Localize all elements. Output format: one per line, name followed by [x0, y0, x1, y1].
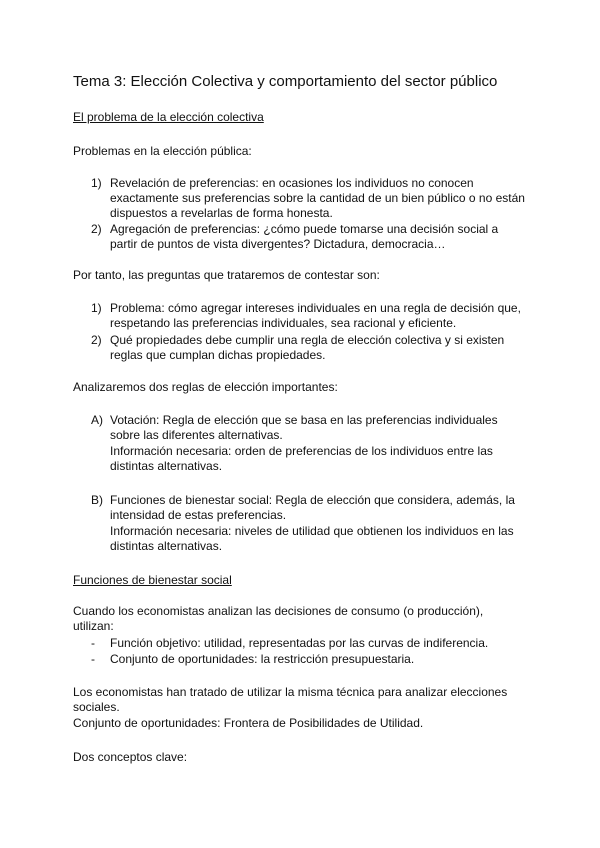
list-item-line: partir de puntos de vista divergentes? Dictadura, democracia…	[110, 237, 446, 251]
paragraph-line: Los economistas han tratado de utilizar la misma técnica para analizar elecciones	[73, 685, 508, 699]
list-item-line: Problema: cómo agregar intereses individuales en una regla de decisión que,	[110, 301, 521, 315]
bullet-marker: -	[91, 652, 95, 666]
list-item-line: Información necesaria: niveles de utilidad que obtienen los individuos en las	[110, 524, 514, 538]
section-heading-funciones-bienestar: Funciones de bienestar social	[73, 573, 232, 587]
paragraph-preguntas: Por tanto, las preguntas que trataremos de contestar son:	[73, 268, 380, 282]
list-marker: 1)	[91, 176, 102, 190]
bullet-item: Función objetivo: utilidad, representadas por las curvas de indiferencia.	[110, 636, 489, 650]
list-item-line: dispuestos a revelarlas de forma honesta.	[110, 206, 333, 220]
list-marker: 1)	[91, 301, 102, 315]
list-marker: B)	[91, 493, 103, 507]
list-marker: 2)	[91, 222, 102, 236]
paragraph-line: Cuando los economistas analizan las decisiones de consumo (o producción),	[73, 604, 484, 618]
paragraph-conceptos: Dos conceptos clave:	[73, 750, 188, 764]
list-item-line: Votación: Regla de elección que se basa en las preferencias individuales	[110, 413, 498, 427]
bullet-item: Conjunto de oportunidades: la restricción presupuestaria.	[110, 652, 415, 666]
list-item-line: distintas alternativas.	[110, 539, 223, 553]
paragraph-reglas: Analizaremos dos reglas de elección importantes:	[73, 380, 338, 394]
list-marker: 2)	[91, 333, 102, 347]
section-heading-eleccion-colectiva: El problema de la elección colectiva	[73, 110, 264, 124]
bullet-marker: -	[91, 636, 95, 650]
document-title: Tema 3: Elección Colectiva y comportamiento del sector público	[73, 73, 498, 90]
list-item-line: distintas alternativas.	[110, 459, 223, 473]
paragraph-line: utilizan:	[73, 619, 114, 633]
list-item-line: Agregación de preferencias: ¿cómo puede tomarse una decisión social a	[110, 222, 499, 236]
list-item-line: intensidad de estas preferencias.	[110, 508, 287, 522]
list-item-line: Revelación de preferencias: en ocasiones los individuos no conocen	[110, 176, 474, 190]
list-item-line: Qué propiedades debe cumplir una regla de elección colectiva y si existen	[110, 333, 505, 347]
paragraph-problemas: Problemas en la elección pública:	[73, 144, 252, 158]
list-marker: A)	[91, 413, 103, 427]
list-item-line: Funciones de bienestar social: Regla de elección que considera, además, la	[110, 493, 515, 507]
list-item-line: sobre las diferentes alternativas.	[110, 428, 283, 442]
paragraph-line: Conjunto de oportunidades: Frontera de Posibilidades de Utilidad.	[73, 716, 424, 730]
list-item-line: respetando las preferencias individuales, sea racional y eficiente.	[110, 316, 457, 330]
list-item-line: reglas que cumplan dichas propiedades.	[110, 348, 326, 362]
list-item-line: exactamente sus preferencias sobre la cantidad de un bien público o no están	[110, 191, 525, 205]
paragraph-line: sociales.	[73, 700, 120, 714]
list-item-line: Información necesaria: orden de preferencias de los individuos entre las	[110, 444, 493, 458]
